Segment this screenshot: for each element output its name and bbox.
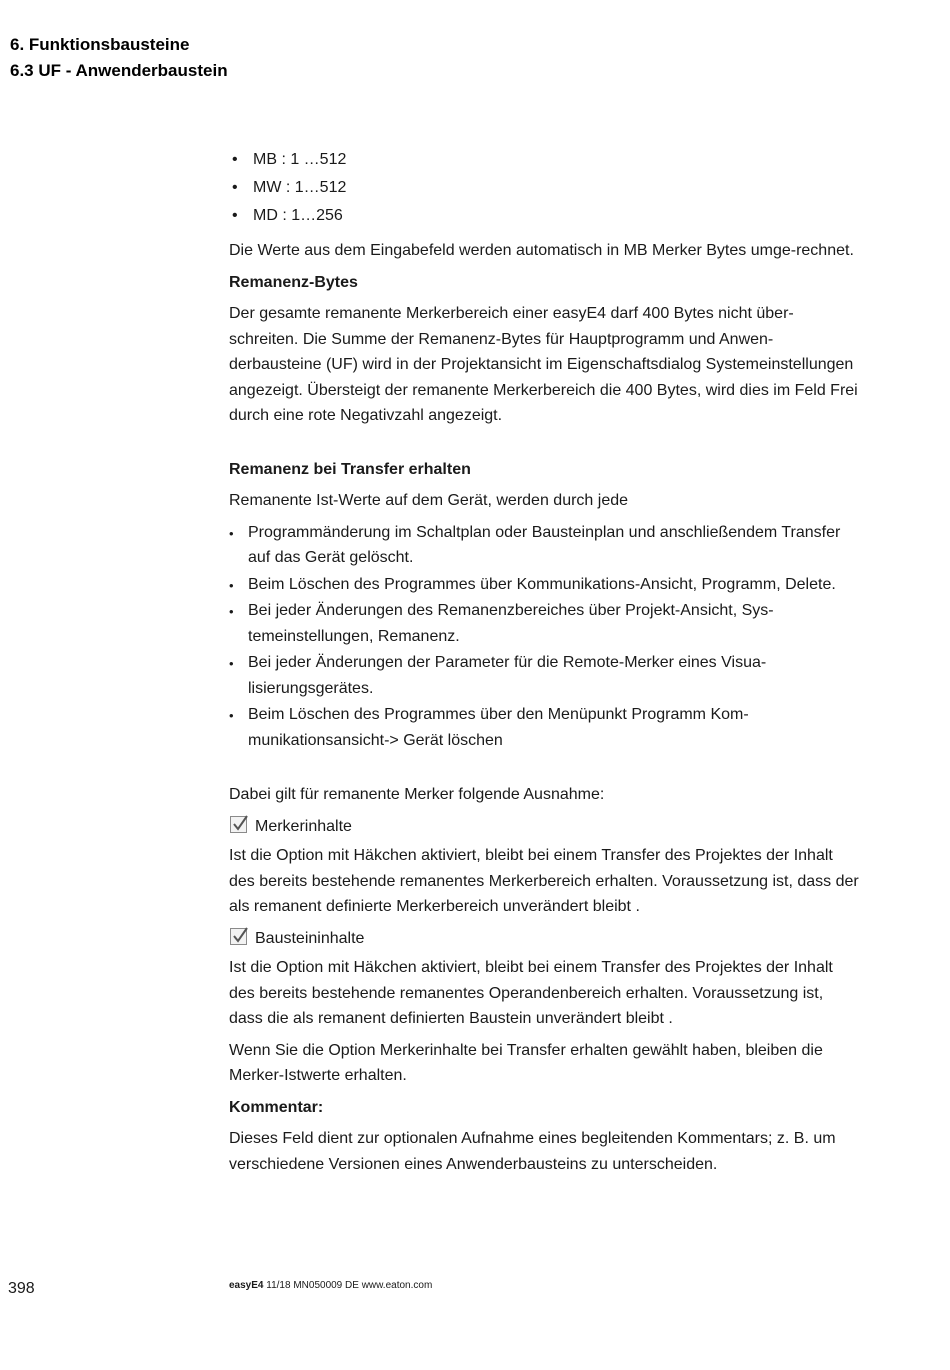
list-item: • MB : 1 …512 (232, 146, 859, 174)
bausteininhalte-label: Bausteininhalte (255, 929, 365, 947)
main-content (229, 146, 859, 1183)
list-item: • Beim Löschen des Programmes über den Menüpunkt Programm Kom-munikationsansicht-> Gerät löschen (229, 702, 859, 753)
list-item: • Bei jeder Änderungen der Parameter für die Remote-Merker eines Visua-lisierungsgerätes. (229, 650, 859, 701)
transfer-list (229, 520, 859, 754)
list-item: • Bei jeder Änderungen des Remanenzbereiches über Projekt-Ansicht, Sys-temeinstellungen, Remanenz. (229, 598, 859, 649)
page-header (10, 32, 228, 84)
bausteininhalte-paragraph: Ist die Option mit Häkchen aktiviert, bleibt bei einem Transfer des Projektes der Inhalt des bereits bestehende remanentes Operandenbereich erhalten. Voraussetzung ist, dass die als remanent definierten Baustein unverändert bleibt . (229, 959, 833, 1027)
list-item: • MD : 1…256 (232, 202, 859, 230)
convert-paragraph: Die Werte aus dem Eingabefeld werden automatisch in MB Merker Bytes umge-rechnet. (229, 242, 854, 259)
list-item: • Programmänderung im Schaltplan oder Bausteinplan und anschließendem Transfer auf das Gerät gelöscht. (229, 520, 859, 571)
section-title: 6.3 UF - Anwenderbaustein (10, 61, 228, 80)
bausteininhalte-option[interactable] (229, 926, 859, 952)
page-number: 398 (8, 1280, 35, 1297)
merkerinhalte-option[interactable] (229, 814, 859, 840)
merkerinhalte-label: Merkerinhalte (255, 817, 352, 835)
kommentar-heading: Kommentar: (229, 1098, 324, 1116)
remanenz-bytes-paragraph: Der gesamte remanente Merkerbereich einer easyE4 darf 400 Bytes nicht über-schreiten. Die Summe der Remanenz-Bytes für Hauptprogramm und Anwen-derbausteine (UF) wird in der Projektansicht im Eigenschaftsdialog Systemeinstellungen angezeigt. Übersteigt der remanente Merkerbereich die 400 Bytes, wird dies im Feld Frei durch eine rote Negativzahl angezeigt. (229, 305, 858, 424)
list-item: • MW : 1…512 (232, 174, 859, 202)
checkbox-checked-icon[interactable] (230, 928, 247, 945)
footer-product: easyE4 (229, 1280, 264, 1291)
range-list (229, 146, 859, 230)
list-item: • Beim Löschen des Programmes über Kommunikations-Ansicht, Programm, Delete. (229, 572, 859, 598)
istwerte-paragraph: Wenn Sie die Option Merkerinhalte bei Transfer erhalten gewählt haben, bleiben die Merker-Istwerte erhalten. (229, 1041, 823, 1084)
remanenz-bytes-heading: Remanenz-Bytes (229, 273, 358, 291)
remanenz-transfer-intro: Remanente Ist-Werte auf dem Gerät, werden durch jede (229, 492, 629, 509)
merkerinhalte-paragraph: Ist die Option mit Häkchen aktiviert, bleibt bei einem Transfer des Projektes der Inhalt des bereits bestehende remanentes Merkerbereich erhalten. Voraussetzung ist, dass der als remanent definierte Merkerbereich unverändert bleibt . (229, 847, 859, 915)
footer-doc-info: 11/18 MN050009 DE www.eaton.com (266, 1280, 433, 1291)
chapter-title: 6. Funktionsbausteine (10, 35, 190, 54)
exception-intro: Dabei gilt für remanente Merker folgende Ausnahme: (229, 786, 605, 803)
checkbox-checked-icon[interactable] (230, 816, 247, 833)
kommentar-paragraph: Dieses Feld dient zur optionalen Aufnahme eines begleitenden Kommentars; z. B. um verschiedene Versionen eines Anwenderbausteins zu unterscheiden. (229, 1130, 836, 1173)
footer-info (229, 1280, 432, 1291)
remanenz-transfer-heading: Remanenz bei Transfer erhalten (229, 460, 471, 478)
